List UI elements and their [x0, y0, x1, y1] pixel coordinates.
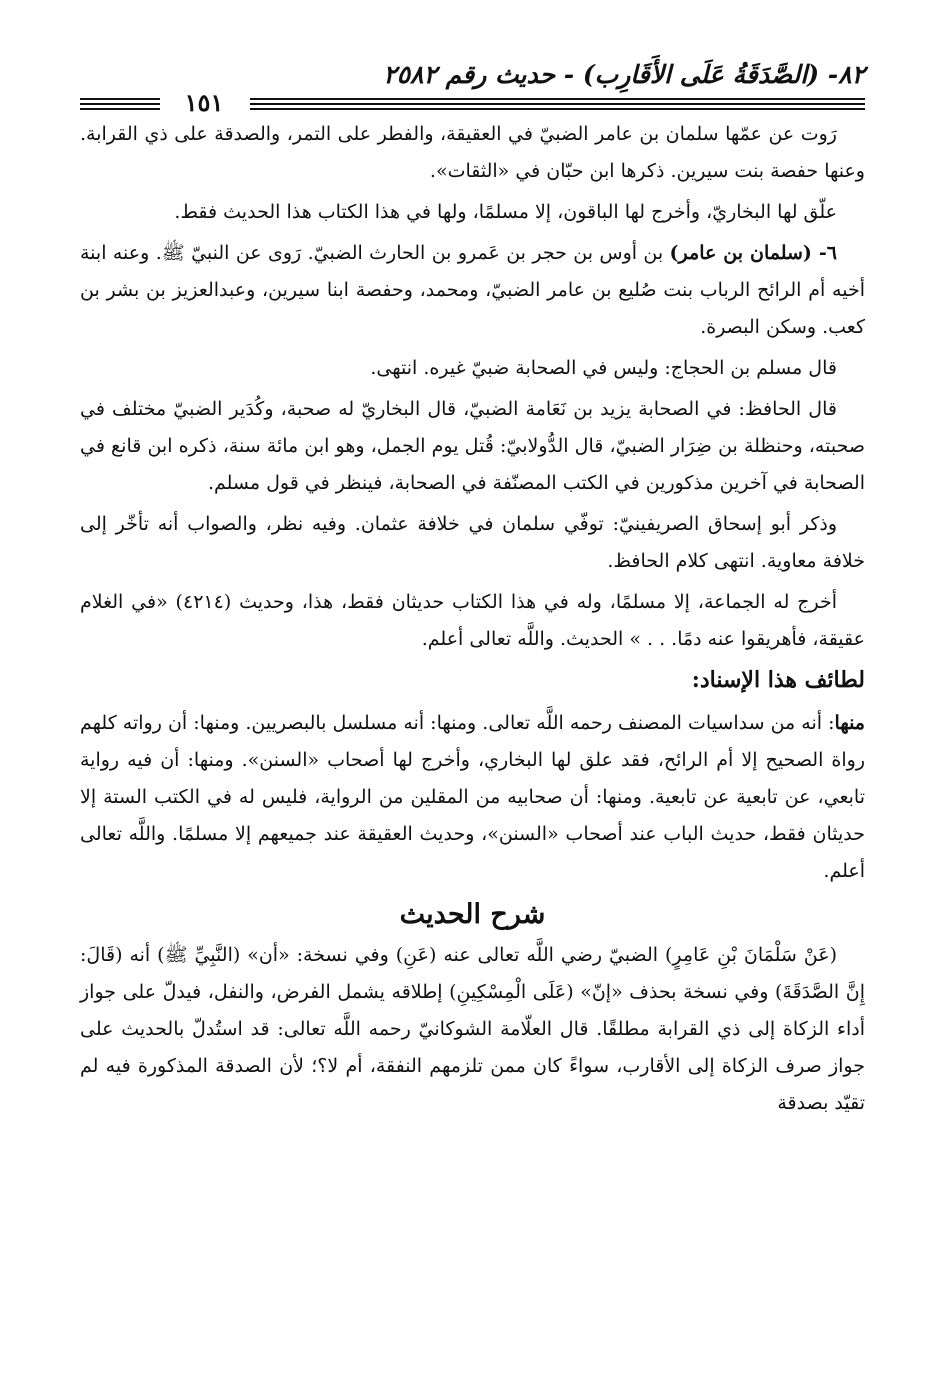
- paragraph: [80, 116, 865, 190]
- rule-line-right: [250, 98, 865, 113]
- paragraph: [80, 235, 865, 346]
- centered-heading: شرح الحديث: [399, 899, 546, 930]
- section-heading: لطائف هذا الإسناد:: [691, 667, 865, 693]
- body-text: [80, 116, 865, 1122]
- paragraph: [80, 584, 865, 658]
- paragraph-text: (عَنْ سَلْمَانَ بْنِ عَامِرٍ) الضبيّ رضي اللَّه تعالى عنه (عَنِ) وفي نسخة: «أن» (النَّبِيِّ ﷺ) أنه (قَالَ: إِنَّ الصَّدَقَةَ) وفي نسخة بحذف «إنّ» (عَلَى الْمِسْكِينِ) إطلاقه يشمل الفرض، والنفل، فيدلّ على جواز أداء الزكاة إلى ذي القرابة مطلقًا. قال العلّامة الشوكانيّ رحمه اللَّه تعالى: قد استُدلّ بالحديث على جواز صرف الزكاة إلى الأقارب، سواءً كان ممن تلزمهم النفقة، أم لا؟؛ لأن الصدقة المذكورة فيه لم تقيّد بصدقة: [80, 944, 866, 1114]
- running-header: [80, 58, 865, 92]
- paragraph: [80, 937, 865, 1122]
- book-page: [80, 58, 865, 1126]
- paragraph: [80, 705, 865, 890]
- header-title: ٨٢- (الصَّدَقَةُ عَلَى الأَقَارِب) - حديث رقم ٢٥٨٢: [383, 60, 865, 89]
- paragraph: [80, 391, 865, 502]
- paragraph-lead: منها: [834, 712, 865, 734]
- paragraph-text: وذكر أبو إسحاق الصريفينيّ: توفّي سلمان في خلافة عثمان. وفيه نظر، والصواب أنه تأخّر إلى خلافة معاوية. انتهى كلام الحافظ.: [80, 513, 865, 572]
- paragraph-text: رَوت عن عمّها سلمان بن عامر الضبيّ في العقيقة، والفطر على التمر، والصدقة على ذي القرابة. وعنها حفصة بنت سيرين. ذكرها ابن حبّان في «الثقات».: [80, 123, 865, 182]
- paragraph: [80, 350, 865, 387]
- header-rule: [80, 88, 865, 117]
- paragraph: [80, 194, 865, 231]
- paragraph-text: أخرج له الجماعة، إلا مسلمًا، وله في هذا الكتاب حديثان فقط، هذا، وحديث (٤٢١٤) «في الغلام عقيقة، فأهريقوا عنه دمًا. . . » الحديث. واللَّه تعالى أعلم.: [80, 591, 865, 650]
- paragraph-text: قال مسلم بن الحجاج: وليس في الصحابة ضبيّ غيره. انتهى.: [370, 357, 837, 379]
- paragraph-text: : أنه من سداسيات المصنف رحمه اللَّه تعالى. ومنها: أنه مسلسل بالبصريين. ومنها: أن رواته كلهم رواة الصحيح إلا أم الرائح، فقد علق لها البخاري، وأخرج لها أصحاب «السنن». ومنها: أن فيه رواية تابعي، عن تابعية عن تابعية. ومنها: أن صحابيه من المقلين من الرواية، فليس له في الكتب الستة إلا حديثان فقط، حديث الباب عند أصحاب «السنن»، وحديث العقيقة عند جميعهم إلا مسلمًا. واللَّه تعالى أعلم.: [80, 712, 865, 882]
- rule-line-left: [80, 98, 160, 113]
- paragraph-text: بن أوس بن حجر بن عَمرو بن الحارث الضبيّ. رَوى عن النبيّ ﷺ. وعنه ابنة أخيه أم الرائح الرباب بنت صُليع بن عامر الضبيّ، ومحمد، وحفصة ابنا سيرين، وعبدالعزيز بن بشر بن كعب. وسكن البصرة.: [80, 242, 865, 338]
- page-number: ١٥١: [184, 88, 224, 117]
- paragraph-lead: ٦- (سلمان بن عامر): [669, 242, 837, 264]
- paragraph-text: علّق لها البخاريّ، وأخرج لها الباقون، إلا مسلمًا، ولها في هذا الكتاب هذا الحديث فقط.: [174, 201, 837, 223]
- paragraph: [80, 506, 865, 580]
- paragraph-text: قال الحافظ: في الصحابة يزيد بن نَعَامة الضبيّ، قال البخاريّ له صحبة، وكُدَير الضبيّ مختلف في صحبته، وحنظلة بن ضِرَار الضبيّ، قال الدُّولابيّ: قُتل يوم الجمل، وهو ابن مائة سنة، ذكره ابن قانع في الصحابة في آخرين مذكورين في الكتب المصنّفة في الصحابة، فينظر في قول مسلم.: [80, 398, 865, 494]
